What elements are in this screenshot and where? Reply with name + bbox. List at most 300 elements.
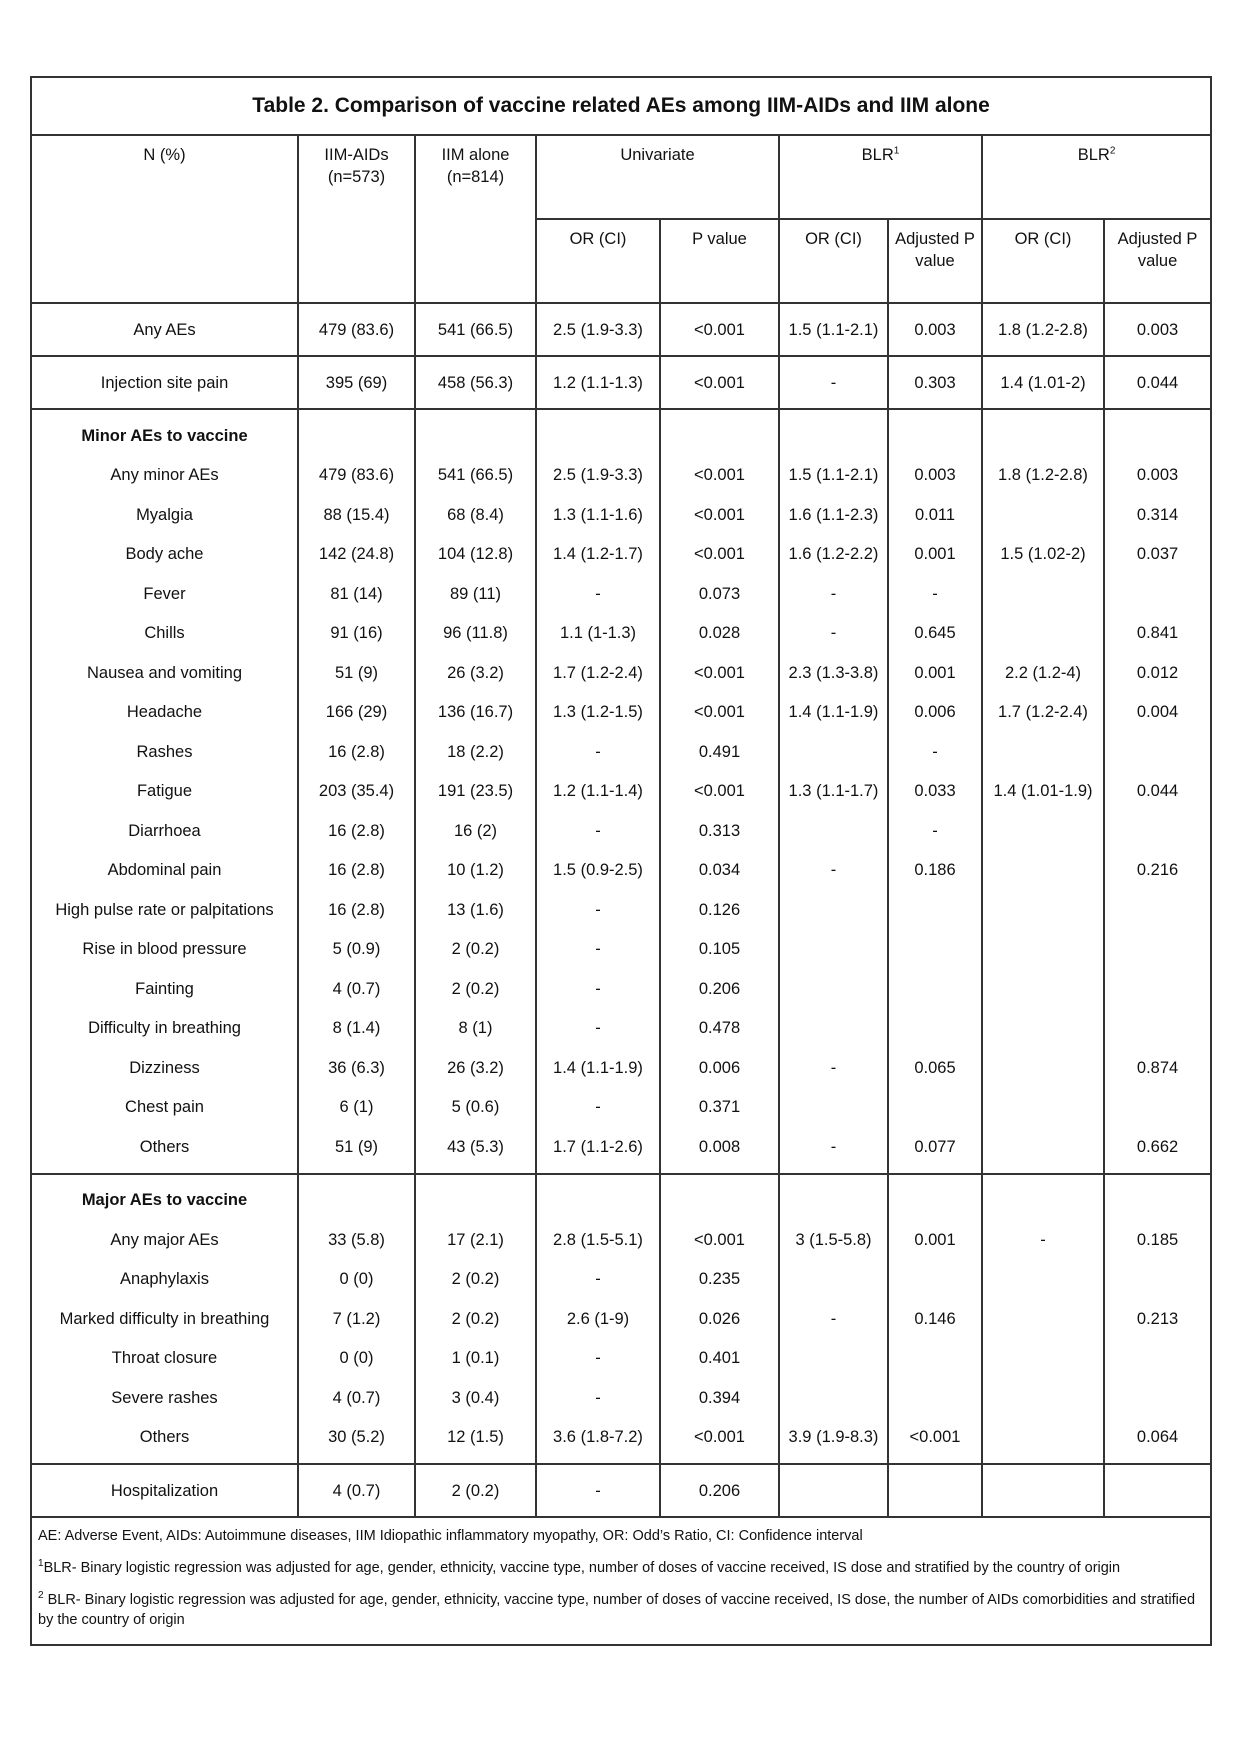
iim-aids-value: 30 (5.2) bbox=[298, 1418, 415, 1465]
univariate-or: - bbox=[536, 1009, 660, 1049]
section-heading: Minor AEs to vaccine bbox=[31, 409, 298, 456]
blr1-adjusted-p: 0.065 bbox=[888, 1048, 982, 1088]
blr1-adjusted-p bbox=[888, 1464, 982, 1517]
table-row bbox=[31, 811, 1211, 851]
iim-alone-value: 191 (23.5) bbox=[415, 772, 536, 812]
blr2-adjusted-p bbox=[1104, 890, 1211, 930]
univariate-or: - bbox=[536, 969, 660, 1009]
blr2-adjusted-p bbox=[1104, 732, 1211, 772]
blr1-adjusted-p bbox=[888, 930, 982, 970]
blr2-or bbox=[982, 1048, 1104, 1088]
blr1-adjusted-p: 0.003 bbox=[888, 456, 982, 496]
table-row bbox=[31, 574, 1211, 614]
blr2-or bbox=[982, 851, 1104, 891]
iim-alone-value: 3 (0.4) bbox=[415, 1378, 536, 1418]
row-label: Myalgia bbox=[31, 495, 298, 535]
univariate-p: 0.371 bbox=[660, 1088, 779, 1128]
iim-aids-value: 91 (16) bbox=[298, 614, 415, 654]
blr1-or: 2.3 (1.3-3.8) bbox=[779, 653, 888, 693]
blr1-or bbox=[779, 890, 888, 930]
footnote-blr1: $^1$BLR- Binary logistic regression was adjusted for age, gender, ethnicity, vaccine type, number of doses of vaccine received, IS dose and stratified by the country of origin bbox=[38, 1558, 1121, 1576]
univariate-p: <0.001 bbox=[660, 693, 779, 733]
blr2-adjusted-p: 0.003 bbox=[1104, 303, 1211, 356]
header-univariate-or: OR (CI) bbox=[536, 219, 660, 303]
univariate-p: 0.006 bbox=[660, 1048, 779, 1088]
iim-alone-value: 8 (1) bbox=[415, 1009, 536, 1049]
document bbox=[30, 76, 1210, 1646]
univariate-p: 0.034 bbox=[660, 851, 779, 891]
univariate-or: 1.3 (1.1-1.6) bbox=[536, 495, 660, 535]
iim-alone-value: 17 (2.1) bbox=[415, 1220, 536, 1260]
blr2-adjusted-p bbox=[1104, 1378, 1211, 1418]
header-blr1-or: OR (CI) bbox=[779, 219, 888, 303]
blr1-adjusted-p: 0.186 bbox=[888, 851, 982, 891]
iim-alone-value: 13 (1.6) bbox=[415, 890, 536, 930]
blr2-adjusted-p: 0.044 bbox=[1104, 772, 1211, 812]
table-row bbox=[31, 653, 1211, 693]
blr2-adjusted-p bbox=[1104, 1339, 1211, 1379]
blr2-or: 2.2 (1.2-4) bbox=[982, 653, 1104, 693]
row-label: Chills bbox=[31, 614, 298, 654]
header-univariate-p: P value bbox=[660, 219, 779, 303]
row-label: Anaphylaxis bbox=[31, 1260, 298, 1300]
iim-alone-value: 541 (66.5) bbox=[415, 303, 536, 356]
table-row bbox=[31, 1418, 1211, 1465]
header-blr2-or: OR (CI) bbox=[982, 219, 1104, 303]
univariate-p: <0.001 bbox=[660, 456, 779, 496]
iim-aids-value: 4 (0.7) bbox=[298, 1464, 415, 1517]
iim-alone-value: 458 (56.3) bbox=[415, 356, 536, 409]
univariate-p: 0.008 bbox=[660, 1127, 779, 1174]
table-row bbox=[31, 1260, 1211, 1300]
iim-alone-value: 2 (0.2) bbox=[415, 969, 536, 1009]
minor-section-heading-row bbox=[31, 409, 1211, 456]
row-label: Chest pain bbox=[31, 1088, 298, 1128]
blr1-or: - bbox=[779, 1127, 888, 1174]
iim-aids-value: 51 (9) bbox=[298, 1127, 415, 1174]
blr2-adjusted-p: 0.213 bbox=[1104, 1299, 1211, 1339]
major-section-heading-row bbox=[31, 1174, 1211, 1221]
iim-alone-value: 2 (0.2) bbox=[415, 1299, 536, 1339]
blr1-adjusted-p: 0.001 bbox=[888, 653, 982, 693]
blr2-or bbox=[982, 890, 1104, 930]
univariate-or: 2.5 (1.9-3.3) bbox=[536, 303, 660, 356]
univariate-or: 1.2 (1.1-1.4) bbox=[536, 772, 660, 812]
row-label: Abdominal pain bbox=[31, 851, 298, 891]
blr2-or bbox=[982, 969, 1104, 1009]
univariate-p: 0.478 bbox=[660, 1009, 779, 1049]
blr1-adjusted-p bbox=[888, 890, 982, 930]
blr2-or bbox=[982, 930, 1104, 970]
blr2-or bbox=[982, 1299, 1104, 1339]
blr1-or bbox=[779, 1260, 888, 1300]
table-row bbox=[31, 303, 1211, 356]
blr2-or bbox=[982, 1339, 1104, 1379]
blr1-adjusted-p: 0.077 bbox=[888, 1127, 982, 1174]
iim-aids-value: 479 (83.6) bbox=[298, 303, 415, 356]
blr2-or bbox=[982, 1127, 1104, 1174]
iim-alone-value: 104 (12.8) bbox=[415, 535, 536, 575]
blr1-adjusted-p: 0.645 bbox=[888, 614, 982, 654]
blr2-adjusted-p: 0.064 bbox=[1104, 1418, 1211, 1465]
univariate-p: <0.001 bbox=[660, 653, 779, 693]
iim-aids-value: 203 (35.4) bbox=[298, 772, 415, 812]
blr1-adjusted-p bbox=[888, 1339, 982, 1379]
table-row bbox=[31, 1088, 1211, 1128]
row-label: High pulse rate or palpitations bbox=[31, 890, 298, 930]
iim-alone-value: 10 (1.2) bbox=[415, 851, 536, 891]
blr2-adjusted-p: 0.037 bbox=[1104, 535, 1211, 575]
iim-aids-value: 479 (83.6) bbox=[298, 456, 415, 496]
blr1-adjusted-p: 0.011 bbox=[888, 495, 982, 535]
blr1-adjusted-p: <0.001 bbox=[888, 1418, 982, 1465]
blr1-or: - bbox=[779, 356, 888, 409]
blr1-adjusted-p: 0.003 bbox=[888, 303, 982, 356]
univariate-p: 0.028 bbox=[660, 614, 779, 654]
iim-aids-value: 36 (6.3) bbox=[298, 1048, 415, 1088]
univariate-or: - bbox=[536, 1464, 660, 1517]
blr2-adjusted-p bbox=[1104, 969, 1211, 1009]
table-row bbox=[31, 1378, 1211, 1418]
row-label: Fatigue bbox=[31, 772, 298, 812]
row-label: Any AEs bbox=[31, 303, 298, 356]
blr1-or: 1.6 (1.1-2.3) bbox=[779, 495, 888, 535]
univariate-or: - bbox=[536, 1378, 660, 1418]
empty-cell bbox=[415, 409, 536, 456]
table-row bbox=[31, 1127, 1211, 1174]
blr1-or: - bbox=[779, 1299, 888, 1339]
univariate-or: - bbox=[536, 1260, 660, 1300]
empty-cell bbox=[536, 409, 660, 456]
row-label: Throat closure bbox=[31, 1339, 298, 1379]
blr1-or bbox=[779, 1378, 888, 1418]
univariate-or: - bbox=[536, 1339, 660, 1379]
empty-cell bbox=[536, 1174, 660, 1221]
blr1-or: - bbox=[779, 614, 888, 654]
univariate-or: - bbox=[536, 930, 660, 970]
iim-aids-value: 16 (2.8) bbox=[298, 811, 415, 851]
univariate-or: 1.7 (1.2-2.4) bbox=[536, 653, 660, 693]
blr1-or bbox=[779, 930, 888, 970]
blr1-adjusted-p: 0.303 bbox=[888, 356, 982, 409]
row-label: Difficulty in breathing bbox=[31, 1009, 298, 1049]
row-label: Diarrhoea bbox=[31, 811, 298, 851]
univariate-p: 0.313 bbox=[660, 811, 779, 851]
univariate-or: - bbox=[536, 732, 660, 772]
univariate-or: 3.6 (1.8-7.2) bbox=[536, 1418, 660, 1465]
blr2-adjusted-p bbox=[1104, 574, 1211, 614]
blr1-or bbox=[779, 1464, 888, 1517]
iim-aids-value: 88 (15.4) bbox=[298, 495, 415, 535]
iim-aids-value: 142 (24.8) bbox=[298, 535, 415, 575]
blr1-or bbox=[779, 811, 888, 851]
blr2-or bbox=[982, 1088, 1104, 1128]
univariate-or: 2.5 (1.9-3.3) bbox=[536, 456, 660, 496]
footnotes bbox=[31, 1517, 1211, 1645]
blr2-or: - bbox=[982, 1220, 1104, 1260]
blr2-adjusted-p bbox=[1104, 811, 1211, 851]
univariate-p: <0.001 bbox=[660, 772, 779, 812]
univariate-or: 1.2 (1.1-1.3) bbox=[536, 356, 660, 409]
blr1-or bbox=[779, 1009, 888, 1049]
iim-alone-value: 96 (11.8) bbox=[415, 614, 536, 654]
blr2-adjusted-p: 0.216 bbox=[1104, 851, 1211, 891]
table-row bbox=[31, 535, 1211, 575]
footnote-abbreviations: AE: Adverse Event, AIDs: Autoimmune diseases, IIM Idiopathic inflammatory myopathy, OR: Odd’s Ratio, CI: Confidence interval bbox=[38, 1528, 863, 1544]
iim-alone-value: 2 (0.2) bbox=[415, 1464, 536, 1517]
empty-cell bbox=[660, 409, 779, 456]
blr1-or: 1.4 (1.1-1.9) bbox=[779, 693, 888, 733]
blr1-or: 3.9 (1.9-8.3) bbox=[779, 1418, 888, 1465]
iim-alone-value: 43 (5.3) bbox=[415, 1127, 536, 1174]
blr2-adjusted-p: 0.874 bbox=[1104, 1048, 1211, 1088]
iim-aids-value: 16 (2.8) bbox=[298, 732, 415, 772]
header-blr2: BLR$^2$ bbox=[982, 135, 1211, 219]
univariate-p: <0.001 bbox=[660, 1418, 779, 1465]
blr2-adjusted-p: 0.044 bbox=[1104, 356, 1211, 409]
table-row bbox=[31, 851, 1211, 891]
blr2-or bbox=[982, 811, 1104, 851]
table-row bbox=[31, 930, 1211, 970]
blr1-or bbox=[779, 1088, 888, 1128]
univariate-or: 1.5 (0.9-2.5) bbox=[536, 851, 660, 891]
blr2-adjusted-p: 0.185 bbox=[1104, 1220, 1211, 1260]
univariate-p: 0.235 bbox=[660, 1260, 779, 1300]
univariate-or: 1.1 (1-1.3) bbox=[536, 614, 660, 654]
blr1-or bbox=[779, 732, 888, 772]
iim-aids-value: 51 (9) bbox=[298, 653, 415, 693]
univariate-or: - bbox=[536, 1088, 660, 1128]
blr1-adjusted-p bbox=[888, 1009, 982, 1049]
iim-aids-value: 0 (0) bbox=[298, 1260, 415, 1300]
blr1-adjusted-p: - bbox=[888, 574, 982, 614]
empty-cell bbox=[298, 409, 415, 456]
iim-aids-value: 5 (0.9) bbox=[298, 930, 415, 970]
table-row bbox=[31, 732, 1211, 772]
results-table bbox=[30, 76, 1212, 1646]
blr2-or: 1.8 (1.2-2.8) bbox=[982, 456, 1104, 496]
univariate-or: 2.6 (1-9) bbox=[536, 1299, 660, 1339]
blr2-or: 1.4 (1.01-1.9) bbox=[982, 772, 1104, 812]
univariate-p: 0.401 bbox=[660, 1339, 779, 1379]
row-label: Dizziness bbox=[31, 1048, 298, 1088]
row-label: Fever bbox=[31, 574, 298, 614]
univariate-p: <0.001 bbox=[660, 303, 779, 356]
empty-cell bbox=[888, 1174, 982, 1221]
row-label: Body ache bbox=[31, 535, 298, 575]
univariate-or: 2.8 (1.5-5.1) bbox=[536, 1220, 660, 1260]
iim-alone-value: 2 (0.2) bbox=[415, 930, 536, 970]
iim-aids-value: 6 (1) bbox=[298, 1088, 415, 1128]
section-heading: Major AEs to vaccine bbox=[31, 1174, 298, 1221]
table-row bbox=[31, 969, 1211, 1009]
row-label: Marked difficulty in breathing bbox=[31, 1299, 298, 1339]
blr2-adjusted-p bbox=[1104, 1260, 1211, 1300]
row-label: Others bbox=[31, 1418, 298, 1465]
blr2-adjusted-p bbox=[1104, 1464, 1211, 1517]
iim-alone-value: 12 (1.5) bbox=[415, 1418, 536, 1465]
univariate-or: - bbox=[536, 890, 660, 930]
univariate-p: 0.394 bbox=[660, 1378, 779, 1418]
blr2-or bbox=[982, 1378, 1104, 1418]
blr1-or: 1.5 (1.1-2.1) bbox=[779, 456, 888, 496]
univariate-or: 1.7 (1.1-2.6) bbox=[536, 1127, 660, 1174]
univariate-or: 1.3 (1.2-1.5) bbox=[536, 693, 660, 733]
table-row bbox=[31, 1339, 1211, 1379]
univariate-p: 0.126 bbox=[660, 890, 779, 930]
blr1-adjusted-p: 0.146 bbox=[888, 1299, 982, 1339]
iim-alone-value: 18 (2.2) bbox=[415, 732, 536, 772]
iim-alone-value: 2 (0.2) bbox=[415, 1260, 536, 1300]
univariate-p: 0.073 bbox=[660, 574, 779, 614]
blr2-adjusted-p: 0.004 bbox=[1104, 693, 1211, 733]
row-label: Others bbox=[31, 1127, 298, 1174]
iim-aids-value: 33 (5.8) bbox=[298, 1220, 415, 1260]
blr1-adjusted-p: - bbox=[888, 732, 982, 772]
blr2-adjusted-p: 0.314 bbox=[1104, 495, 1211, 535]
iim-aids-value: 16 (2.8) bbox=[298, 851, 415, 891]
blr2-adjusted-p: 0.662 bbox=[1104, 1127, 1211, 1174]
empty-cell bbox=[888, 409, 982, 456]
iim-aids-value: 8 (1.4) bbox=[298, 1009, 415, 1049]
row-label: Rise in blood pressure bbox=[31, 930, 298, 970]
table-row bbox=[31, 456, 1211, 496]
iim-aids-value: 0 (0) bbox=[298, 1339, 415, 1379]
table-row bbox=[31, 1220, 1211, 1260]
empty-cell bbox=[298, 1174, 415, 1221]
row-label: Severe rashes bbox=[31, 1378, 298, 1418]
blr2-adjusted-p: 0.003 bbox=[1104, 456, 1211, 496]
blr1-or: - bbox=[779, 1048, 888, 1088]
iim-alone-value: 136 (16.7) bbox=[415, 693, 536, 733]
blr1-adjusted-p bbox=[888, 1260, 982, 1300]
table-row bbox=[31, 1048, 1211, 1088]
footnote-blr2: $^2$ BLR- Binary logistic regression was adjusted for age, gender, ethnicity, vaccine type, number of doses of vaccine received, IS dose, the number of AIDs comorbidities and stratified by the country of origin bbox=[38, 1590, 1196, 1628]
univariate-p: 0.206 bbox=[660, 969, 779, 1009]
blr2-or bbox=[982, 1418, 1104, 1465]
blr2-adjusted-p bbox=[1104, 1009, 1211, 1049]
table-row bbox=[31, 890, 1211, 930]
blr2-adjusted-p: 0.841 bbox=[1104, 614, 1211, 654]
blr1-adjusted-p bbox=[888, 969, 982, 1009]
header-blr1-adjusted-p: Adjusted P value bbox=[888, 219, 982, 303]
univariate-p: <0.001 bbox=[660, 356, 779, 409]
header-n-percent: N (%) bbox=[31, 135, 298, 303]
iim-alone-value: 26 (3.2) bbox=[415, 1048, 536, 1088]
iim-alone-value: 89 (11) bbox=[415, 574, 536, 614]
table-row bbox=[31, 772, 1211, 812]
table-row bbox=[31, 614, 1211, 654]
univariate-p: <0.001 bbox=[660, 1220, 779, 1260]
blr2-adjusted-p bbox=[1104, 1088, 1211, 1128]
blr1-or: - bbox=[779, 574, 888, 614]
table-row bbox=[31, 356, 1211, 409]
blr1-adjusted-p bbox=[888, 1378, 982, 1418]
header-iim-alone: IIM alone (n=814) bbox=[415, 135, 536, 303]
header-iim-aids: IIM-AIDs (n=573) bbox=[298, 135, 415, 303]
empty-cell bbox=[779, 1174, 888, 1221]
table-row bbox=[31, 1464, 1211, 1517]
iim-alone-value: 541 (66.5) bbox=[415, 456, 536, 496]
iim-alone-value: 68 (8.4) bbox=[415, 495, 536, 535]
empty-cell bbox=[982, 1174, 1104, 1221]
univariate-or: 1.4 (1.2-1.7) bbox=[536, 535, 660, 575]
header-blr2-adjusted-p: Adjusted P value bbox=[1104, 219, 1211, 303]
row-label: Headache bbox=[31, 693, 298, 733]
blr2-or bbox=[982, 732, 1104, 772]
empty-cell bbox=[1104, 409, 1211, 456]
iim-aids-value: 4 (0.7) bbox=[298, 969, 415, 1009]
blr2-adjusted-p bbox=[1104, 930, 1211, 970]
blr2-or bbox=[982, 1009, 1104, 1049]
iim-aids-value: 395 (69) bbox=[298, 356, 415, 409]
blr1-adjusted-p: - bbox=[888, 811, 982, 851]
table-row bbox=[31, 495, 1211, 535]
table-row bbox=[31, 1009, 1211, 1049]
header-univariate: Univariate bbox=[536, 135, 779, 219]
blr1-or: 1.3 (1.1-1.7) bbox=[779, 772, 888, 812]
table-row bbox=[31, 1299, 1211, 1339]
row-label: Hospitalization bbox=[31, 1464, 298, 1517]
blr1-or: 1.5 (1.1-2.1) bbox=[779, 303, 888, 356]
iim-alone-value: 26 (3.2) bbox=[415, 653, 536, 693]
blr1-adjusted-p: 0.033 bbox=[888, 772, 982, 812]
blr1-or: - bbox=[779, 851, 888, 891]
row-label: Any major AEs bbox=[31, 1220, 298, 1260]
table-title: Table 2. Comparison of vaccine related AEs among IIM-AIDs and IIM alone bbox=[31, 77, 1211, 135]
blr2-or: 1.5 (1.02-2) bbox=[982, 535, 1104, 575]
empty-cell bbox=[660, 1174, 779, 1221]
blr1-adjusted-p bbox=[888, 1088, 982, 1128]
univariate-or: - bbox=[536, 811, 660, 851]
iim-aids-value: 4 (0.7) bbox=[298, 1378, 415, 1418]
blr2-or bbox=[982, 614, 1104, 654]
blr1-or bbox=[779, 1339, 888, 1379]
row-label: Rashes bbox=[31, 732, 298, 772]
iim-aids-value: 166 (29) bbox=[298, 693, 415, 733]
empty-cell bbox=[779, 409, 888, 456]
blr2-or: 1.8 (1.2-2.8) bbox=[982, 303, 1104, 356]
univariate-p: 0.206 bbox=[660, 1464, 779, 1517]
iim-aids-value: 7 (1.2) bbox=[298, 1299, 415, 1339]
table-row bbox=[31, 693, 1211, 733]
row-label: Any minor AEs bbox=[31, 456, 298, 496]
blr1-or bbox=[779, 969, 888, 1009]
row-label: Injection site pain bbox=[31, 356, 298, 409]
blr1-or: 3 (1.5-5.8) bbox=[779, 1220, 888, 1260]
univariate-p: 0.026 bbox=[660, 1299, 779, 1339]
blr1-adjusted-p: 0.001 bbox=[888, 1220, 982, 1260]
univariate-p: 0.491 bbox=[660, 732, 779, 772]
iim-alone-value: 1 (0.1) bbox=[415, 1339, 536, 1379]
iim-alone-value: 5 (0.6) bbox=[415, 1088, 536, 1128]
row-label: Fainting bbox=[31, 969, 298, 1009]
blr2-or bbox=[982, 495, 1104, 535]
empty-cell bbox=[1104, 1174, 1211, 1221]
blr2-or bbox=[982, 1260, 1104, 1300]
blr2-or bbox=[982, 574, 1104, 614]
empty-cell bbox=[982, 409, 1104, 456]
iim-aids-value: 81 (14) bbox=[298, 574, 415, 614]
univariate-or: 1.4 (1.1-1.9) bbox=[536, 1048, 660, 1088]
blr2-or bbox=[982, 1464, 1104, 1517]
row-label: Nausea and vomiting bbox=[31, 653, 298, 693]
iim-alone-value: 16 (2) bbox=[415, 811, 536, 851]
blr1-adjusted-p: 0.001 bbox=[888, 535, 982, 575]
univariate-p: <0.001 bbox=[660, 495, 779, 535]
univariate-or: - bbox=[536, 574, 660, 614]
header-blr1: BLR$^1$ bbox=[779, 135, 982, 219]
